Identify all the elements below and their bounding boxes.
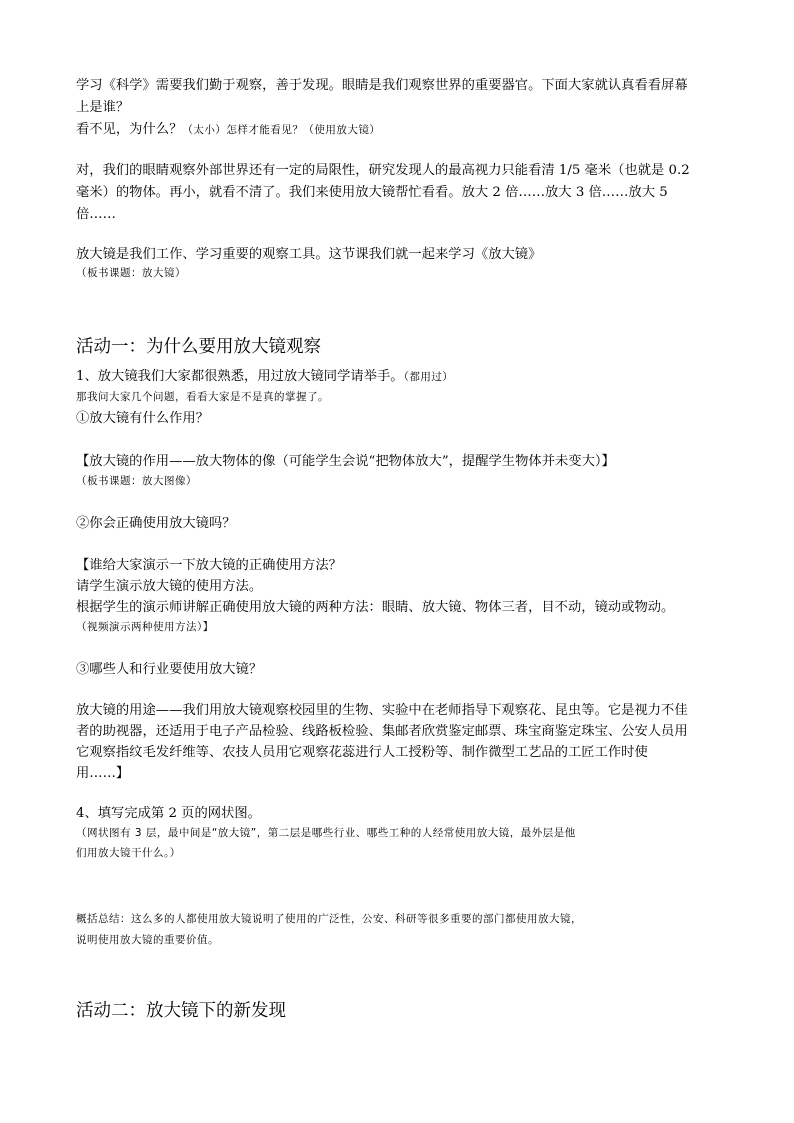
activity1-p1-text: 1、放大镜我们大家都很熟悉，用过放大镜同学请举手。	[76, 369, 404, 384]
activity1-p4-note-2: 们用放大镜干什么。）	[76, 847, 181, 859]
intro-line-5: 毫米）的物体。再小，就看不清了。我们来使用放大镜帮忙看看。放大 2 倍……放大 3 倍……放大 5	[76, 185, 668, 200]
intro-line-6: 倍……	[76, 207, 116, 222]
answer-3-line-1: 放大镜的用途——我们用放大镜观察校园里的生物、实验中在老师指导下观察花、昆虫等。它是视力不佳	[76, 703, 688, 718]
answer-2-line-1: 【谁给大家演示一下放大镜的正确使用方法？	[76, 558, 342, 573]
summary-line-2: 说明使用放大镜的重要价值。	[76, 934, 219, 946]
summary-line-1: 概括总结：这么多的人都使用放大镜说明了使用的广泛性，公安、科研等很多重要的部门都使用放大镜，	[76, 913, 582, 925]
board-note-title: （板书课题：放大镜）	[76, 267, 186, 279]
answer-1-note: （板书课题：放大图像）	[76, 475, 197, 487]
answer-3-line-4: 用……】	[76, 766, 130, 781]
activity2-heading: 活动二：放大镜下的新发现	[76, 1001, 286, 1021]
activity1-heading: 活动一：为什么要用放大镜观察	[76, 337, 321, 357]
activity1-p1-note: （都用过）	[403, 371, 454, 383]
activity1-p4-note-1: （网状图有 3 层，最中间是“放大镜”，第二层是哪些行业、哪些工种的人经常使用放大镜，最外层是他	[76, 827, 576, 839]
question-2: ②你会正确使用放大镜吗？	[76, 516, 236, 531]
intro-line-4: 对，我们的眼睛观察外部世界还有一定的局限性，研究发现人的最高视力只能看清 1/5 毫米（也就是 0.2	[76, 163, 690, 178]
answer-2-line-2: 请学生演示放大镜的使用方法。	[76, 579, 263, 594]
intro-line-3	[76, 119, 722, 141]
question-3: ③哪些人和行业要使用放大镜？	[76, 662, 263, 677]
intro-line-1: 学习《科学》需要我们勤于观察，善于发现。眼睛是我们观察世界的重要器官。下面大家就认真看看屏幕	[76, 78, 688, 93]
intro-answer-note: （太小）怎样才能看见？（使用放大镜）	[182, 124, 381, 136]
answer-2-line-4: （视频演示两种使用方法）】	[76, 621, 214, 633]
activity1-p1	[76, 366, 722, 388]
question-1: ①放大镜有什么作用？	[76, 411, 209, 426]
answer-3-line-3: 它观察指纹毛发纤维等、农技人员用它观察花蕊进行人工授粉等、制作微型工艺品的工匠工作时使	[76, 745, 648, 760]
intro-line-7: 放大镜是我们工作、学习重要的观察工具。这节课我们就一起来学习《放大镜》	[76, 247, 542, 262]
intro-question: 看不见，为什么？	[76, 122, 183, 137]
intro-line-2: 上是谁？	[76, 100, 130, 115]
answer-3-line-2: 者的助视器，还适用于电子产品检验、线路板检验、集邮者欣赏鉴定邮票、珠宝商鉴定珠宝、公安人员用	[76, 724, 688, 739]
answer-2-line-3: 根据学生的演示师讲解正确使用放大镜的两种方法：眼睛、放大镜、物体三者，目不动，镜动或物动。	[76, 600, 675, 615]
activity1-p2: 那我问大家几个问题，看看大家是不是真的掌握了。	[76, 391, 329, 403]
activity1-p4: 4、填写完成第 2 页的网状图。	[76, 806, 261, 821]
answer-1: 【放大镜的作用——放大物体的像（可能学生会说“把物体放大”，提醒学生物体并未变大）】	[76, 454, 615, 469]
